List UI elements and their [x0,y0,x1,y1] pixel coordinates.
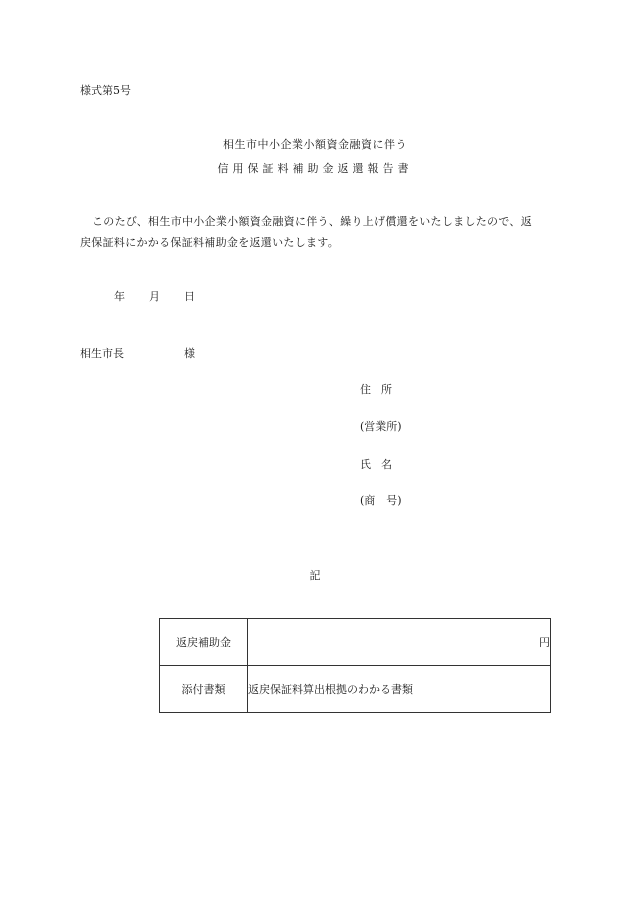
body-text-line2: 戻保証料にかかる保証料補助金を返還いたします。 [80,236,340,249]
refund-subsidy-amount-field: 円 [248,619,551,666]
addressee-name: 相生市長 [80,347,124,360]
details-table [159,618,551,713]
refund-subsidy-label: 返戻補助金 [160,619,248,666]
date-year-label: 年 [114,290,125,303]
date-day-label: 日 [184,290,195,303]
record-heading: 記 [309,569,321,582]
applicant-name-label: 氏名 [360,458,402,471]
table-row [160,666,551,713]
attached-documents-label: 添付書類 [160,666,248,713]
date-month-label: 月 [149,290,160,303]
applicant-trade-name-label: (商 号) [360,494,402,507]
form-number: 様式第5号 [80,84,131,97]
table-row [160,619,551,666]
document-title-line2: 信用保証料補助金返還報告書 [217,162,413,175]
document-title-line1: 相生市中小企業小額資金融資に伴う [223,138,407,151]
applicant-office-label: (営業所) [360,420,402,433]
attached-documents-value: 返戻保証料算出根拠のわかる書類 [248,666,551,713]
body-text-line1: このたび、相生市中小企業小額資金融資に伴う、繰り上げ償還をいたしましたので、返 [92,215,533,228]
addressee-honorific: 様 [184,347,195,360]
applicant-address-label: 住所 [360,383,402,396]
